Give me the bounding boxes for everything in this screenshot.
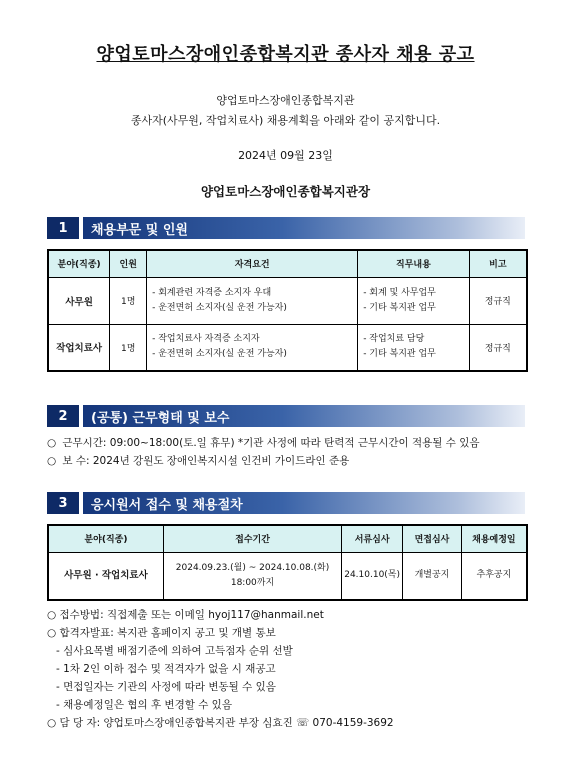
- announcement-date: 2024년 09월 23일: [238, 149, 333, 162]
- column-header: 비고: [469, 250, 527, 277]
- table-row: [48, 552, 527, 600]
- detail-line: - 면접일자는 기관의 사정에 따라 변동될 수 있음: [56, 681, 276, 693]
- section-2-header: [47, 405, 525, 427]
- section-3-title: 응시원서 접수 및 채용절차: [83, 492, 525, 514]
- detail-line: - 1차 2인 이하 접수 및 적격자가 없을 시 재공고: [56, 663, 276, 675]
- procedure-table: [47, 524, 528, 601]
- salary-line: ○ 보 수: 2024년 강원도 장애인복지시설 인건비 가이드라인 준용: [47, 455, 350, 467]
- table-row: [48, 277, 527, 324]
- column-header: 면접심사: [403, 525, 462, 552]
- column-header: 접수기간: [163, 525, 341, 552]
- circle-bullet-icon: ○: [47, 437, 57, 449]
- section-2-title: (공통) 근무형태 및 보수: [83, 405, 525, 427]
- section-2-number: 2: [47, 405, 79, 427]
- duty-line: - 기타 복지관 업무: [363, 302, 436, 313]
- positions-table: [47, 249, 528, 372]
- detail-line: - 채용예정일은 협의 후 변경할 수 있음: [56, 699, 232, 711]
- application-method-line: ○ 접수방법: 직접제출 또는 이메일 hyoj117@hanmail.net: [47, 609, 324, 621]
- intro-notice: 종사자(사무원, 작업치료사) 채용계획을 아래와 같이 공지합니다.: [130, 114, 441, 127]
- circle-bullet-icon: ○: [47, 455, 57, 467]
- cell-field: 작업치료사: [48, 324, 110, 371]
- cell-count: 1명: [110, 277, 147, 324]
- column-header: 직무내용: [358, 250, 470, 277]
- table-header-row: [48, 525, 527, 552]
- column-header: 채용예정일: [461, 525, 527, 552]
- contact-line: ○ 담 당 자: 양업토마스장애인종합복지관 부장 심효진 ☏ 070-4159-3692: [47, 717, 394, 729]
- duty-line: - 작업치료 담당: [363, 334, 425, 345]
- intro-organization: 양업토마스장애인종합복지관: [216, 94, 355, 107]
- work-hours-line: ○ 근무시간: 09:00~18:00(토.일 휴무) *기관 사정에 따라 탄력적 근무시간이 적용될 수 있음: [47, 437, 480, 449]
- cell-hire-date: 추후공지: [461, 552, 527, 600]
- cell-count: 1명: [110, 324, 147, 371]
- column-header: 인원: [110, 250, 147, 277]
- section-1-number: 1: [47, 217, 79, 239]
- requirement-line: - 운전면허 소지자(실 운전 가능자): [152, 349, 287, 360]
- cell-note: 정규직: [469, 277, 527, 324]
- requirement-line: - 운전면허 소지자(실 운전 가능자): [152, 302, 287, 313]
- cell-document-review: 24.10.10(목): [342, 552, 403, 600]
- duty-line: - 기타 복지관 업무: [363, 349, 436, 360]
- duty-line: - 회계 및 사무업무: [363, 287, 436, 298]
- requirement-line: - 회계관련 자격증 소지자 우대: [152, 287, 272, 298]
- cell-duties: [358, 324, 470, 371]
- detail-line: - 심사요목별 배점기준에 의하여 고득점자 순위 선발: [56, 645, 293, 657]
- requirement-line: - 작업치료사 자격증 소지자: [152, 334, 260, 345]
- section-3-header: [47, 492, 525, 514]
- cell-field: 사무원: [48, 277, 110, 324]
- signer: 양업토마스장애인종합복지관장: [200, 184, 371, 199]
- cell-note: 정규직: [469, 324, 527, 371]
- section-1-header: [47, 217, 525, 239]
- cell-field: 사무원 · 작업치료사: [48, 552, 163, 600]
- section-1-title: 채용부문 및 인원: [83, 217, 525, 239]
- column-header: 서류심사: [342, 525, 403, 552]
- column-header: 분야(직종): [48, 250, 110, 277]
- column-header: 자격요건: [147, 250, 358, 277]
- table-header-row: [48, 250, 527, 277]
- page-title: 양업토마스장애인종합복지관 종사자 채용 공고: [96, 44, 475, 65]
- cell-duties: [358, 277, 470, 324]
- cell-requirements: [147, 277, 358, 324]
- column-header: 분야(직종): [48, 525, 163, 552]
- announcement-line: ○ 합격자발표: 복지관 홈페이지 공고 및 개별 통보: [47, 627, 276, 639]
- cell-requirements: [147, 324, 358, 371]
- cell-period: 2024.09.23.(월) ~ 2024.10.08.(화) 18:00까지: [163, 552, 341, 600]
- section-3-number: 3: [47, 492, 79, 514]
- table-row: [48, 324, 527, 371]
- cell-interview: 개별공지: [403, 552, 462, 600]
